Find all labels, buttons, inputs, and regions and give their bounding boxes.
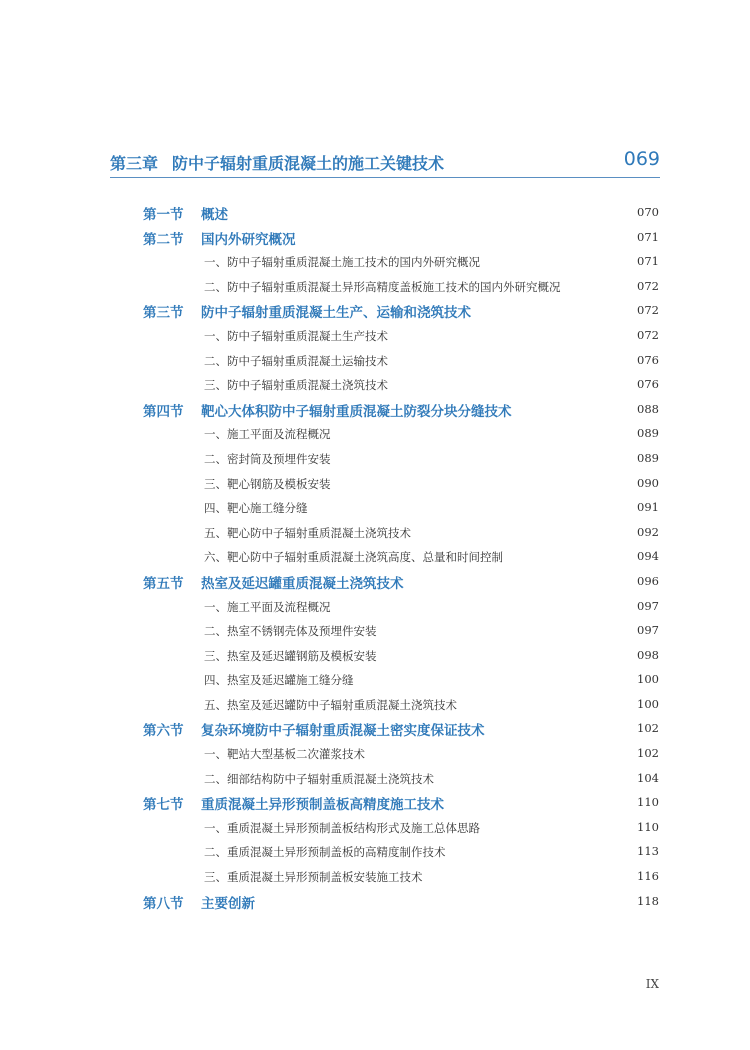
page-number: 089 — [637, 450, 659, 465]
toc-section-row[interactable] — [0, 888, 750, 913]
page-number: 104 — [637, 770, 659, 785]
subsection-title: 三、防中子辐射重质混凝土浇筑技术 — [204, 378, 388, 393]
chapter-label: 第三章 — [110, 154, 159, 173]
page-number: 094 — [637, 549, 659, 564]
subsection-title: 一、施工平面及流程概况 — [204, 599, 331, 614]
toc-subsection-row[interactable] — [0, 740, 750, 765]
toc-subsection-row[interactable] — [0, 863, 750, 888]
page-number: 110 — [637, 795, 659, 810]
toc-subsection-row[interactable] — [0, 347, 750, 372]
page-number: 072 — [637, 278, 659, 293]
page-number: 090 — [637, 475, 659, 490]
section-title: 防中子辐射重质混凝土生产、运输和浇筑技术 — [201, 305, 471, 322]
folio-page-number: IX — [645, 977, 659, 991]
section-title: 复杂环境防中子辐射重质混凝土密实度保证技术 — [201, 723, 485, 740]
toc-subsection-row[interactable] — [0, 617, 750, 642]
page-number: 102 — [637, 721, 659, 736]
subsection-title: 二、细部结构防中子辐射重质混凝土浇筑技术 — [204, 771, 434, 786]
section-label: 第八节 — [143, 895, 184, 912]
toc-subsection-row[interactable] — [0, 371, 750, 396]
subsection-title: 三、靶心钢筋及模板安装 — [204, 476, 331, 491]
toc-subsection-row[interactable] — [0, 838, 750, 863]
subsection-title: 四、靶心施工缝分缝 — [204, 501, 308, 516]
toc-subsection-row[interactable] — [0, 543, 750, 568]
page-number: 100 — [637, 696, 659, 711]
toc-subsection-row[interactable] — [0, 273, 750, 298]
toc-subsection-row[interactable] — [0, 494, 750, 519]
section-label: 第五节 — [143, 575, 184, 592]
subsection-title: 一、施工平面及流程概况 — [204, 427, 331, 442]
section-label: 第二节 — [143, 231, 184, 248]
toc-subsection-row[interactable] — [0, 691, 750, 716]
section-label: 第三节 — [143, 305, 184, 322]
toc-section-row[interactable] — [0, 396, 750, 421]
subsection-title: 六、靶心防中子辐射重质混凝土浇筑高度、总量和时间控制 — [204, 550, 503, 565]
page-number: 070 — [637, 205, 659, 219]
subsection-title: 二、防中子辐射重质混凝土运输技术 — [204, 353, 388, 368]
subsection-title: 一、重质混凝土异形预制盖板结构形式及施工总体思路 — [204, 820, 480, 835]
page-number: 089 — [637, 426, 659, 441]
toc-section-row[interactable] — [0, 715, 750, 740]
table-of-contents — [0, 199, 750, 912]
toc-section-row[interactable] — [0, 199, 750, 224]
section-label: 第一节 — [143, 207, 184, 223]
subsection-title: 二、热室不锈钢壳体及预埋件安装 — [204, 624, 377, 639]
page-number: 097 — [637, 623, 659, 638]
toc-section-row[interactable] — [0, 568, 750, 593]
page-number: 076 — [637, 352, 659, 367]
section-label: 第六节 — [143, 723, 184, 740]
page-number: 091 — [637, 500, 659, 515]
toc-section-row[interactable] — [0, 297, 750, 322]
page-number: 110 — [637, 819, 659, 834]
toc-subsection-row[interactable] — [0, 445, 750, 470]
section-title: 热室及延迟罐重质混凝土浇筑技术 — [201, 575, 404, 592]
subsection-title: 五、靶心防中子辐射重质混凝土浇筑技术 — [204, 525, 411, 540]
toc-subsection-row[interactable] — [0, 642, 750, 667]
toc-subsection-row[interactable] — [0, 814, 750, 839]
section-title: 国内外研究概况 — [201, 231, 296, 248]
page-number: 072 — [637, 327, 659, 342]
page-number: 072 — [637, 303, 659, 318]
subsection-title: 五、热室及延迟罐防中子辐射重质混凝土浇筑技术 — [204, 697, 457, 712]
chapter-title: 防中子辐射重质混凝土的施工关键技术 — [172, 154, 445, 173]
toc-subsection-row[interactable] — [0, 470, 750, 495]
page-number: 113 — [637, 844, 659, 859]
subsection-title: 三、重质混凝土异形预制盖板安装施工技术 — [204, 870, 423, 885]
toc-subsection-row[interactable] — [0, 519, 750, 544]
subsection-title: 三、热室及延迟罐钢筋及模板安装 — [204, 648, 377, 663]
toc-subsection-row[interactable] — [0, 593, 750, 618]
toc-section-row[interactable] — [0, 789, 750, 814]
page-number: 071 — [637, 229, 659, 244]
toc-subsection-row[interactable] — [0, 322, 750, 347]
section-title: 概述 — [201, 207, 228, 223]
section-title: 主要创新 — [201, 895, 255, 912]
page-number: 096 — [637, 573, 659, 588]
section-title: 重质混凝土异形预制盖板高精度施工技术 — [201, 797, 444, 814]
page-number: 097 — [637, 598, 659, 613]
toc-subsection-row[interactable] — [0, 248, 750, 273]
page-number: 102 — [637, 746, 659, 761]
page-number: 092 — [637, 524, 659, 539]
chapter-page-number: 069 — [623, 148, 660, 170]
page-number: 071 — [637, 254, 659, 269]
toc-section-row[interactable] — [0, 224, 750, 249]
subsection-title: 一、防中子辐射重质混凝土施工技术的国内外研究概况 — [204, 255, 480, 270]
chapter-heading — [110, 147, 660, 178]
subsection-title: 一、防中子辐射重质混凝土生产技术 — [204, 328, 388, 343]
subsection-title: 二、重质混凝土异形预制盖板的高精度制作技术 — [204, 845, 446, 860]
subsection-title: 一、靶站大型基板二次灌浆技术 — [204, 747, 365, 762]
page-number: 118 — [637, 893, 659, 908]
page-number: 116 — [637, 869, 659, 884]
page-number: 088 — [637, 401, 659, 416]
section-label: 第七节 — [143, 797, 184, 814]
section-label: 第四节 — [143, 403, 184, 420]
subsection-title: 四、热室及延迟罐施工缝分缝 — [204, 673, 354, 688]
page-number: 076 — [637, 377, 659, 392]
section-title: 靶心大体积防中子辐射重质混凝土防裂分块分缝技术 — [201, 403, 512, 420]
toc-subsection-row[interactable] — [0, 420, 750, 445]
toc-subsection-row[interactable] — [0, 666, 750, 691]
toc-subsection-row[interactable] — [0, 765, 750, 790]
subsection-title: 二、防中子辐射重质混凝土异形高精度盖板施工技术的国内外研究概况 — [204, 279, 561, 294]
subsection-title: 二、密封筒及预埋件安装 — [204, 451, 331, 466]
page-number: 100 — [637, 672, 659, 687]
page-number: 098 — [637, 647, 659, 662]
